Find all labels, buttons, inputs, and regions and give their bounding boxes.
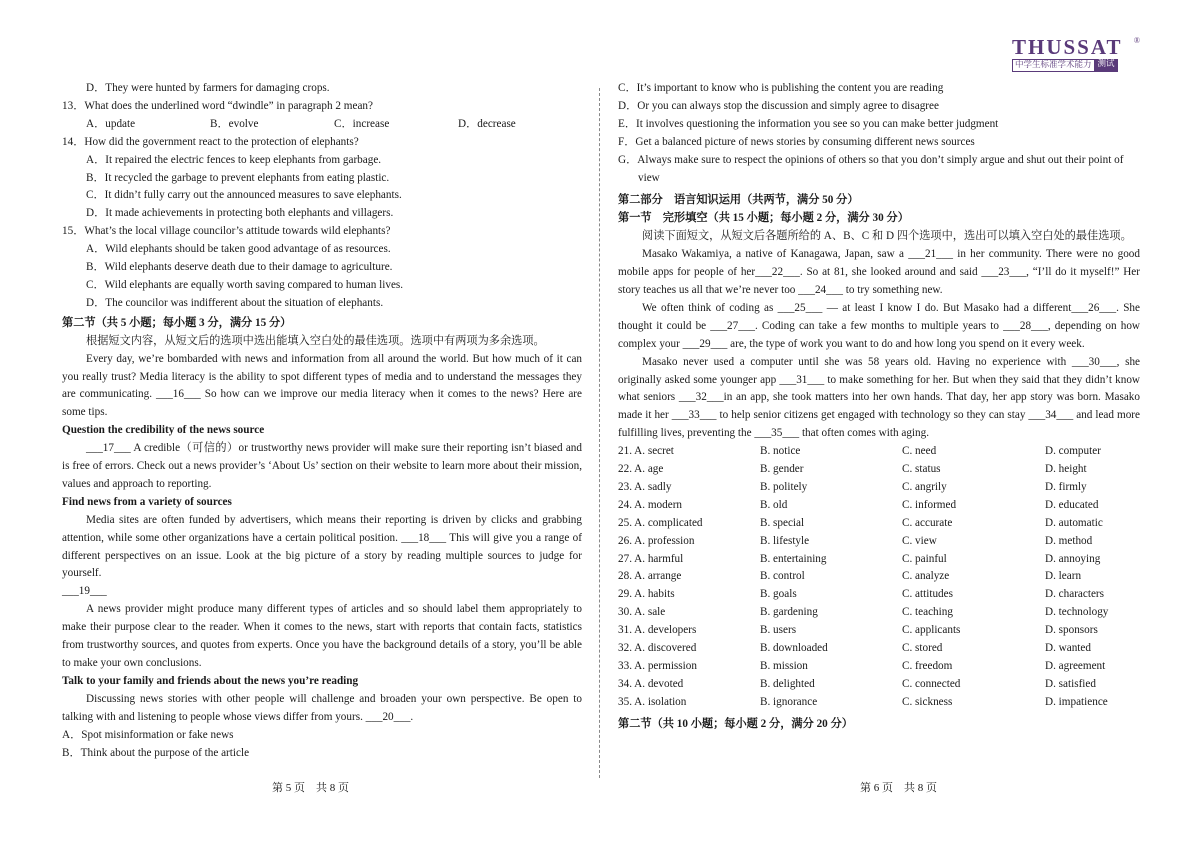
column-divider <box>599 88 600 778</box>
registered-mark: ® <box>1133 36 1140 45</box>
choice-option: 35. A. isolation <box>618 695 687 708</box>
passage-paragraph: Masako Wakamiya, a native of Kanagawa, Japan, saw a ___21___ in her community. There were no good mobile apps for people of her___22___. So at 81, she looked around and said ___23___, “I’ll do it myself!” Her story teaches us all that we’re never too ___24___ to try something new. <box>618 248 1140 296</box>
blank-19: ___19___ <box>62 585 107 598</box>
choice-option: D. satisfied <box>1045 677 1096 690</box>
q13-option-c: C．increase <box>334 117 390 130</box>
passage-subheading: Find news from a variety of sources <box>62 495 232 508</box>
q14-option-d: D．It made achievements in protecting both elephants and villagers. <box>86 207 394 220</box>
page-number-left: 第 5 页 共 8 页 <box>272 782 349 794</box>
choice-option: C. angrily <box>902 480 947 493</box>
cloze-choices <box>618 443 1140 712</box>
passage-paragraph: A news provider might produce many different types of articles and so should label them appropriately to make their purpose clear to the reader. When it comes to the news, start with reports that contain facts, statistics from trustworthy sources, and quotes from experts. Once you have the background details of a story, you’ll be able to make your own conclusions. <box>62 603 582 669</box>
choice-option: 22. A. age <box>618 463 664 476</box>
choice-option: D. educated <box>1045 498 1099 511</box>
choice-option: 33. A. permission <box>618 660 697 672</box>
passage-paragraph: Every day, we’re bombarded with news and information from all around the world. But how much of it can you really trust? Media literacy is the ability to spot different types of media and to understand the messages they are communicating. ___16___ So how can we improve our media literacy when it comes to the news? Here are some tips. <box>62 352 582 419</box>
choice-row <box>618 461 1140 479</box>
choice-row <box>618 497 1140 515</box>
passage-paragraph: We often think of coding as ___25___ — at least I know I do. But Masako had a different___26___. She thought it could be ___27___. Coding can take a few months to multiple years to ___28___, depending on how complex your ___29___ are, the type of work you want to do and how long you spend on it every week. <box>618 301 1140 350</box>
choice-option: B. gardening <box>760 606 818 619</box>
choice-option: B. politely <box>760 480 808 493</box>
option-d: D．Or you can always stop the discussion and simply agree to disagree <box>618 99 939 112</box>
choice-option: 24. A. modern <box>618 498 683 511</box>
logo-tagline <box>1012 59 1134 72</box>
choice-option: D. technology <box>1045 606 1109 619</box>
choice-row <box>618 533 1140 551</box>
q15-option-d: D．The councilor was indifferent about the situation of elephants. <box>86 296 384 309</box>
q15-option-c: C．Wild elephants are equally worth saving compared to human lives. <box>86 278 404 291</box>
choice-option: B. delighted <box>760 677 815 690</box>
passage-subheading: Question the credibility of the news source <box>62 424 265 437</box>
choice-option: 26. A. profession <box>618 534 695 547</box>
choice-option: B. mission <box>760 660 808 672</box>
choice-row <box>618 622 1140 640</box>
choice-option: B. control <box>760 570 805 583</box>
choice-option: C. analyze <box>902 570 950 583</box>
choice-option: D. method <box>1045 534 1093 547</box>
choice-option: 25. A. complicated <box>618 516 703 529</box>
choice-option: B. notice <box>760 445 801 458</box>
q14-option-a: A．It repaired the electric fences to keep elephants from garbage. <box>86 153 382 166</box>
choice-option: C. applicants <box>902 624 961 637</box>
choice-option: B. lifestyle <box>760 534 810 547</box>
option-e: E．It involves questioning the information you see so you can make better judgment <box>618 117 999 130</box>
right-column <box>618 80 1140 734</box>
section-heading: 第一节 完形填空（共 15 小题；每小题 2 分，满分 30 分） <box>618 212 909 225</box>
choice-option: 28. A. arrange <box>618 570 682 583</box>
choice-option: B. goals <box>760 588 797 601</box>
choice-row <box>618 694 1140 712</box>
choice-row <box>618 640 1140 658</box>
left-column <box>62 80 582 762</box>
section-instructions: 阅读下面短文，从短文后各题所给的 A、B、C 和 D 四个选项中，选出可以填入空白处的最佳选项。 <box>642 230 1132 243</box>
choice-option: D. agreement <box>1045 660 1106 672</box>
choice-option: C. informed <box>902 498 957 511</box>
choice-option: D. automatic <box>1045 516 1103 529</box>
choice-option: D. impatience <box>1045 695 1108 708</box>
option-a: A．Spot misinformation or fake news <box>62 728 234 741</box>
q14-option-b: B．It recycled the garbage to prevent elephants from eating plastic. <box>86 171 390 184</box>
choice-option: D. computer <box>1045 445 1101 458</box>
section-instructions: 根据短文内容，从短文后的选项中选出能填入空白处的最佳选项。选项中有两项为多余选项。 <box>86 334 545 347</box>
choice-option: C. sickness <box>902 695 953 708</box>
passage-paragraph: Media sites are often funded by advertisers, which means their reporting is driven by clicks and grabbing attention, while some other organizations have a certain political position. ___18___ This will give you a range of different perspectives on an issue. Look at the big picture of a story by reading multiple sources to judge for yourself. <box>62 513 582 580</box>
option-g: G．Always make sure to respect the opinions of others so that you don’t simply argue and shut out their point of view <box>618 153 1124 184</box>
choice-option: B. entertaining <box>760 552 827 565</box>
choice-option: B. ignorance <box>760 695 818 708</box>
logo-wordmark: THUSSAT <box>1012 35 1123 59</box>
choice-option: B. users <box>760 624 797 637</box>
choice-option: D. characters <box>1045 588 1105 601</box>
choice-row <box>618 586 1140 604</box>
choice-option: 32. A. discovered <box>618 642 697 655</box>
choice-option: 21. A. secret <box>618 445 674 458</box>
choice-option: B. special <box>760 516 805 529</box>
option-b: B．Think about the purpose of the article <box>62 746 250 759</box>
choice-option: D. learn <box>1045 570 1082 583</box>
choice-option: 30. A. sale <box>618 606 666 619</box>
q13-option-a: A．update <box>86 117 136 130</box>
choice-option: 31. A. developers <box>618 624 697 637</box>
choice-option: D. wanted <box>1045 642 1091 655</box>
choice-option: C. attitudes <box>902 588 953 601</box>
question-13: 13．What does the underlined word “dwindle” in paragraph 2 mean? <box>62 99 373 112</box>
section-heading: 第二节（共 5 小题；每小题 3 分，满分 15 分） <box>62 316 292 329</box>
option-c: C．It’s important to know who is publishing the content you are reading <box>618 82 944 94</box>
thussat-logo <box>1012 35 1140 72</box>
part-heading: 第二部分 语言知识运用（共两节，满分 50 分） <box>618 194 859 207</box>
q15-option-a: A．Wild elephants should be taken good advantage of as resources. <box>86 243 391 256</box>
option-f: F．Get a balanced picture of news stories by consuming different news sources <box>618 135 975 148</box>
choice-row <box>618 551 1140 569</box>
choice-option: B. downloaded <box>760 642 828 655</box>
choice-option: C. connected <box>902 677 961 690</box>
choice-row <box>618 443 1140 461</box>
passage-paragraph: ___17___ A credible（可信的）or trustworthy news provider will make sure their reporting isn’t biased and is free of errors. Check out a news provider’s ‘About Us’ section on their website to learn more about their mission, values and approach to reporting. <box>62 442 582 490</box>
choice-option: C. painful <box>902 552 947 565</box>
q15-option-b: B．Wild elephants deserve death due to their damage to agriculture. <box>86 261 393 274</box>
choice-option: D. sponsors <box>1045 624 1098 637</box>
passage-paragraph: Discussing news stories with other people will challenge and broaden your own perspective. Be open to talking with and listening to people whose views differ from yours. ___20___. <box>62 692 582 723</box>
choice-option: C. stored <box>902 642 943 655</box>
choice-row <box>618 658 1140 676</box>
choice-row <box>618 604 1140 622</box>
choice-row <box>618 515 1140 533</box>
choice-row <box>618 479 1140 497</box>
passage-subheading: Talk to your family and friends about the news you’re reading <box>62 674 359 687</box>
choice-option: C. need <box>902 445 937 458</box>
passage-paragraph: Masako never used a computer until she was 58 years old. Having no experience with ___30___, she originally asked some younger app ___31___ to make something for her. But when they said that they didn’t know what seniors ___32___in an app, she took matters into her own hands. That day, her app story was born. Masako made it her ___33___ to help senior citizens get engaged with technology so they can stay ___34___ and lead more fulfilling lives, preventing the ___35___ that often comes with aging. <box>618 355 1140 440</box>
choice-option: C. teaching <box>902 606 953 619</box>
logo-tagline-text: 中学生标准学术能力 <box>1012 59 1095 72</box>
q14-option-c: C．It didn’t fully carry out the announced measures to save elephants. <box>86 189 402 202</box>
choice-option: D. height <box>1045 463 1087 476</box>
q13-option-b: B．evolve <box>210 117 259 130</box>
choice-option: C. view <box>902 534 937 547</box>
choice-option: C. status <box>902 463 941 476</box>
choice-option: D. annoying <box>1045 552 1101 565</box>
q12-option-d: D．They were hunted by farmers for damaging crops. <box>86 82 330 94</box>
choice-option: 23. A. sadly <box>618 480 672 493</box>
question-14: 14．How did the government react to the protection of elephants? <box>62 135 359 148</box>
choice-row <box>618 568 1140 586</box>
choice-option: D. firmly <box>1045 480 1087 493</box>
section-heading: 第二节（共 10 小题；每小题 2 分，满分 20 分） <box>618 717 853 730</box>
question-15: 15．What’s the local village councilor’s attitude towards wild elephants? <box>62 225 391 238</box>
choice-option: C. freedom <box>902 660 953 672</box>
choice-option: C. accurate <box>902 516 953 529</box>
choice-option: B. old <box>760 498 788 511</box>
choice-option: 34. A. devoted <box>618 677 684 690</box>
q13-option-d: D．decrease <box>458 117 516 130</box>
choice-option: 29. A. habits <box>618 588 675 601</box>
logo-tag-box: 测试 <box>1095 59 1118 72</box>
page-number-right: 第 6 页 共 8 页 <box>860 782 937 794</box>
choice-option: 27. A. harmful <box>618 552 684 565</box>
choice-option: B. gender <box>760 463 804 476</box>
choice-row <box>618 676 1140 694</box>
q13-options <box>62 116 582 134</box>
